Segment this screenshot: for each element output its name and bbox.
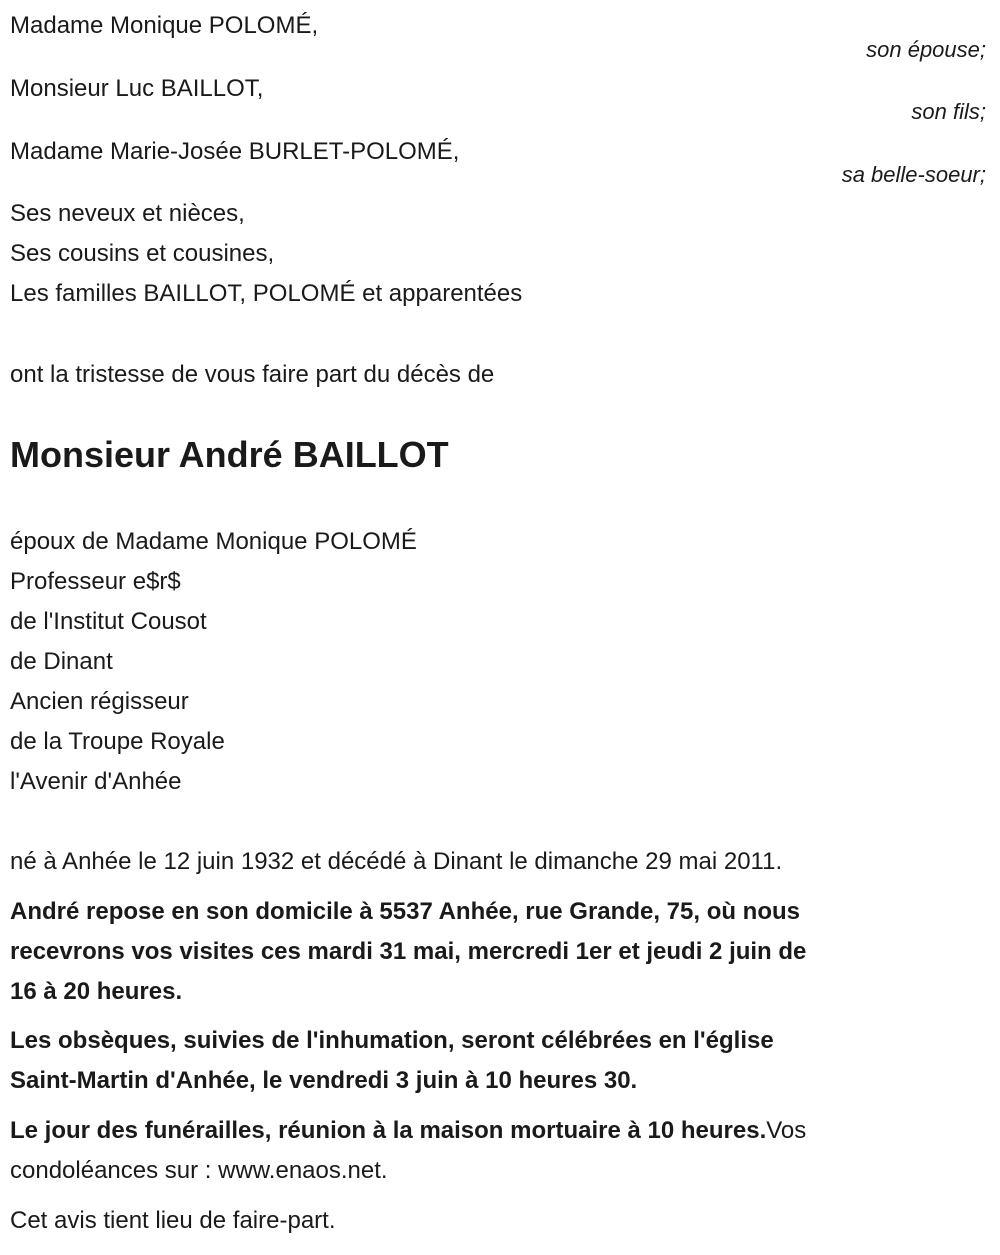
detail-line: Ancien régisseur	[10, 688, 189, 715]
funeral-line: Les obsèques, suivies de l'inhumation, seront célébrées en l'église	[10, 1027, 774, 1054]
detail-line: de Dinant	[10, 648, 113, 675]
meeting-line	[10, 1116, 806, 1146]
detail-line: l'Avenir d'Anhée	[10, 768, 182, 795]
dates: né à Anhée le 12 juin 1932 et décédé à Dinant le dimanche 29 mai 2011.	[10, 848, 783, 875]
family-name: Madame Marie-Josée BURLET-POLOMÉ,	[10, 138, 460, 165]
family-name: Madame Monique POLOMÉ,	[10, 12, 319, 39]
funeral-line: Saint-Martin d'Anhée, le vendredi 3 juin à 10 heures 30.	[10, 1067, 638, 1094]
family-relation: son épouse;	[866, 37, 986, 62]
detail-line: Professeur e$r$	[10, 568, 181, 595]
family-relation: son fils;	[911, 99, 986, 124]
detail-line: de l'Institut Cousot	[10, 608, 207, 635]
closing: Cet avis tient lieu de faire-part.	[10, 1207, 336, 1234]
announcement: ont la tristesse de vous faire part du décès de	[10, 361, 495, 388]
other-relatives: Ses cousins et cousines,	[10, 240, 275, 267]
visits-line: André repose en son domicile à 5537 Anhée, rue Grande, 75, où nous	[10, 898, 801, 925]
other-relatives: Les familles BAILLOT, POLOMÉ et apparentées	[10, 280, 523, 307]
detail-line: de la Troupe Royale	[10, 728, 225, 755]
family-relation: sa belle-soeur;	[841, 162, 986, 187]
condolences-start: Vos	[766, 1117, 807, 1144]
visits-line: recevrons vos visites ces mardi 31 mai, mercredi 1er et jeudi 2 juin de	[10, 938, 807, 965]
visits-line: 16 à 20 heures.	[10, 978, 183, 1005]
deceased-name: Monsieur André BAILLOT	[10, 434, 449, 475]
meeting: Le jour des funérailles, réunion à la maison mortuaire à 10 heures.	[10, 1117, 767, 1144]
family-name: Monsieur Luc BAILLOT,	[10, 75, 264, 102]
detail-line: époux de Madame Monique POLOMÉ	[10, 528, 417, 555]
condolences: condoléances sur : www.enaos.net.	[10, 1157, 388, 1184]
other-relatives: Ses neveux et nièces,	[10, 200, 245, 227]
